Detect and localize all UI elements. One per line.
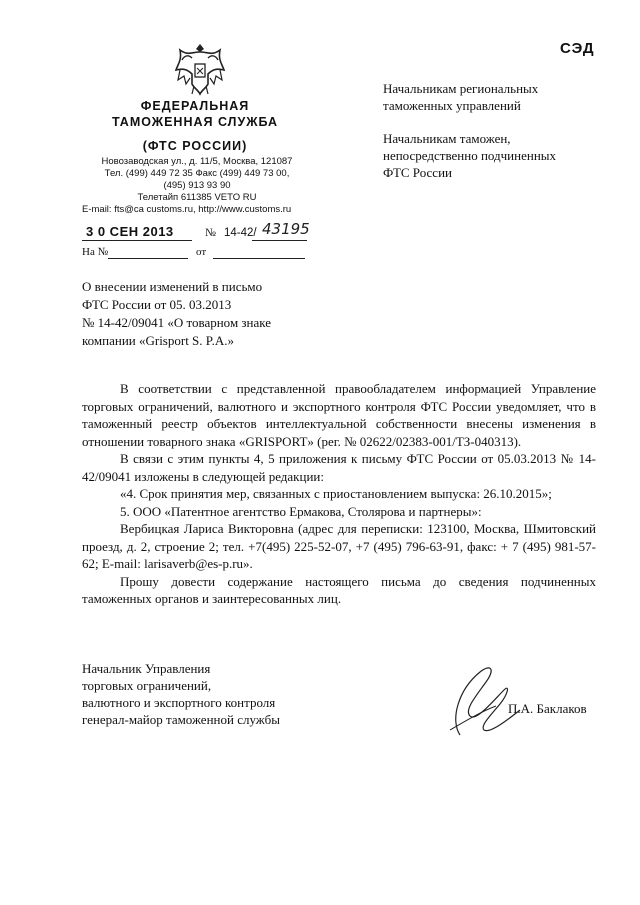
document-mark: СЭД xyxy=(560,40,595,57)
signer-name: П.А. Баклаков xyxy=(508,701,587,716)
teletype: Телетайп 611385 VETO RU xyxy=(137,192,257,203)
body-paragraph: 5. ООО «Патентное агентство Ермакова, Столярова и партнеры»: xyxy=(120,503,482,519)
signatory-title-line: Начальник Управления xyxy=(82,661,211,676)
reference-underline xyxy=(108,244,188,259)
subject-line: № 14-42/09041 «О товарном знаке xyxy=(82,315,272,330)
recipient-line: ФТС России xyxy=(383,165,452,180)
body-paragraph: «4. Срок принятия мер, связанных с приостановлением выпуска: 26.10.2015»; xyxy=(120,486,552,501)
letter-body xyxy=(82,380,596,608)
recipients xyxy=(383,80,613,181)
recipient-line: Начальникам региональных xyxy=(383,81,539,96)
email-web: E-mail: fts@ca customs.ru, http://www.customs.ru xyxy=(82,204,292,215)
coat-of-arms-icon xyxy=(170,40,230,100)
signatory-title-line: валютного и экспортного контроля xyxy=(82,695,276,710)
recipient-line: Начальникам таможен, xyxy=(383,131,511,146)
agency-contacts xyxy=(72,156,322,216)
signatory-title-line: генерал-майор таможенной службы xyxy=(82,712,280,727)
reference-from-underline xyxy=(213,244,305,259)
subject xyxy=(82,278,342,350)
agency-line2: ТАМОЖЕННАЯ СЛУЖБА xyxy=(111,115,279,129)
body-paragraph: В связи с этим пункты 4, 5 приложения к письму ФТС России от 05.03.2013 № 14-42/09041 изложены в следующей редакции: xyxy=(82,451,596,484)
phone-fax: Тел. (499) 449 72 35 Факс (499) 449 73 00, xyxy=(104,168,290,179)
handwritten-signature xyxy=(420,660,530,740)
handwritten-number: 43195 xyxy=(262,220,310,238)
recipient-line: таможенных управлений xyxy=(383,98,521,113)
signatory-title xyxy=(82,660,342,728)
number-prefix: 14-42/ xyxy=(224,227,257,239)
signatory-title-line: торговых ограничений, xyxy=(82,678,212,693)
body-paragraph: В соответствии с представленной правообладателем информацией Управление торговых ограничений, валютного и экспортного контроля ФТС России уведомляет, что в таможенный реестр объектов интеллектуальной собственности внесены изменения в отношении товарного знака «GRISPORT» (рег. № 02622/02383-001/ТЗ-040313). xyxy=(82,381,596,449)
body-paragraph: Вербицкая Лариса Викторовна (адрес для переписки: 123100, Москва, Шмитовский проезд, д. 2, строение 2; тел. +7(495) 225-52-07, +7 (495) 796-63-91, факс: + 7 (495) 981-57-62; E-mail: larisaverb@es-p.ru». xyxy=(82,521,596,571)
agency-line1: ФЕДЕРАЛЬНАЯ xyxy=(140,99,250,113)
agency-name xyxy=(80,98,310,154)
subject-line: компании «Grisport S. P.A.» xyxy=(82,333,234,348)
subject-line: ФТС России от 05. 03.2013 xyxy=(82,297,232,312)
fax-secondary: (495) 913 93 90 xyxy=(163,180,231,191)
agency-short: (ФТС РОССИИ) xyxy=(142,139,248,153)
date-stamp: 3 0 СЕН 2013 xyxy=(86,224,174,239)
recipient-line: непосредственно подчиненных xyxy=(383,148,557,163)
address: Новозаводская ул., д. 11/5, Москва, 121087 xyxy=(101,156,293,167)
reference-label: На № xyxy=(82,246,109,258)
number-label: № xyxy=(205,227,216,239)
reference-from-label: от xyxy=(196,246,207,258)
body-paragraph: Прошу довести содержание настоящего письма до сведения подчиненных таможенных органов и заинтересованных лиц. xyxy=(82,573,596,606)
subject-line: О внесении изменений в письмо xyxy=(82,279,263,294)
